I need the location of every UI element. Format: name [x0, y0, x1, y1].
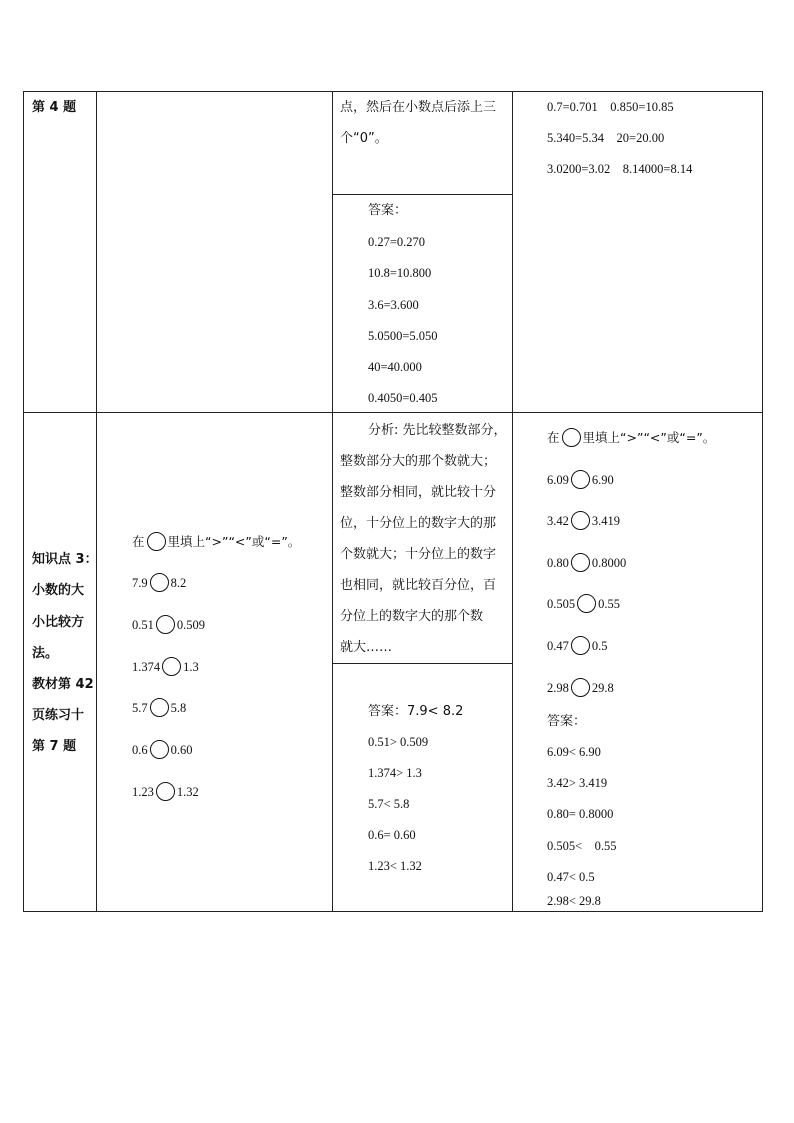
exercise-instruction: 在 里填上“>”“<”或“=”。	[132, 534, 301, 549]
row1-answer-3: 3.6=3.600	[368, 298, 419, 312]
row2-label-line-2: 小数的大	[32, 583, 85, 598]
exercise-item: 5.7 5.8	[132, 698, 186, 717]
answer-circle-icon[interactable]	[577, 594, 596, 613]
answer-circle-icon[interactable]	[150, 573, 169, 592]
table-bottom-border	[23, 911, 763, 912]
row1-answer-4: 5.0500=5.050	[368, 329, 438, 343]
practice-answer-3: 0.80= 0.8000	[547, 807, 614, 821]
row2-label-line-6: 页练习十	[32, 708, 85, 723]
cell-divider-r1	[332, 194, 512, 195]
row1-answer-5: 40=40.000	[368, 360, 422, 374]
blank-circle-icon	[562, 428, 581, 447]
row1-analysis-line-2: 个“0”。	[340, 131, 388, 146]
answer-circle-icon[interactable]	[156, 615, 175, 634]
table-top-border	[23, 91, 763, 92]
exercise-item: 1.23 1.32	[132, 782, 199, 801]
row2-analysis-line-1: 分析: 先比较整数部分，	[368, 423, 507, 438]
practice-answer-1: 6.09< 6.90	[547, 745, 601, 759]
answer-circle-icon[interactable]	[162, 657, 181, 676]
practice-answer-title: 答案：	[547, 714, 587, 729]
answer-circle-icon[interactable]	[571, 678, 590, 697]
row2-label-line-7: 第 7 题	[32, 739, 77, 754]
row2-analysis-line-7: 分位上的数字大的那个数	[340, 609, 484, 624]
row2-analysis-line-6: 也相同，就比较百分位，百	[340, 578, 497, 593]
row2-analysis-line-2: 整数部分大的那个数就大；	[340, 454, 497, 469]
row1-practice-1: 0.7=0.701 0.850=10.85	[547, 100, 674, 114]
row2-answer-3: 1.374> 1.3	[368, 766, 422, 780]
row2-analysis-line-5: 个数就大；十分位上的数字	[340, 547, 497, 562]
row-divider	[23, 412, 763, 413]
answer-circle-icon[interactable]	[150, 740, 169, 759]
practice-answer-4: 0.505< 0.55	[547, 839, 617, 853]
row2-analysis-line-3: 整数部分相同，就比较十分	[340, 485, 497, 500]
row2-answer-4: 5.7< 5.8	[368, 797, 410, 811]
cell-divider-r2	[332, 663, 512, 664]
row1-practice-2: 5.340=5.34 20=20.00	[547, 131, 665, 145]
col-divider-2	[332, 91, 333, 912]
row1-answer-2: 10.8=10.800	[368, 266, 432, 280]
row2-label-line-3: 小比较方	[32, 615, 85, 630]
practice-item: 0.80 0.8000	[547, 553, 626, 572]
exercise-item: 7.9 8.2	[132, 573, 186, 592]
answer-circle-icon[interactable]	[156, 782, 175, 801]
row1-answer-1: 0.27=0.270	[368, 235, 426, 249]
row2-answer-2: 0.51> 0.509	[368, 735, 429, 749]
practice-item: 6.09 6.90	[547, 470, 614, 489]
row1-practice-3: 3.0200=3.02 8.14000=8.14	[547, 162, 693, 176]
row2-answer-6: 1.23< 1.32	[368, 859, 422, 873]
row2-answer-5: 0.6= 0.60	[368, 828, 416, 842]
answer-circle-icon[interactable]	[571, 636, 590, 655]
practice-instruction: 在 里填上“>”“<”或“=”。	[547, 430, 716, 445]
practice-item: 0.505 0.55	[547, 594, 620, 613]
answer-circle-icon[interactable]	[150, 698, 169, 717]
col-divider-3	[512, 91, 513, 912]
answer-circle-icon[interactable]	[571, 470, 590, 489]
table-left-border	[23, 91, 24, 912]
practice-item: 0.47 0.5	[547, 636, 608, 655]
row2-label-line-1: 知识点 3：	[32, 552, 98, 567]
row1-answer-6: 0.4050=0.405	[368, 391, 438, 405]
practice-item: 3.42 3.419	[547, 511, 620, 530]
practice-answer-2: 3.42> 3.419	[547, 776, 608, 790]
exercise-item: 0.51 0.509	[132, 615, 205, 634]
row1-answer-title: 答案：	[368, 203, 408, 218]
col-divider-1	[96, 91, 97, 912]
row2-answer-first: 答案：7.9< 8.2	[368, 704, 464, 719]
row2-label-line-4: 法。	[32, 646, 59, 661]
exercise-item: 1.374 1.3	[132, 657, 199, 676]
table-right-border	[762, 91, 763, 912]
row2-label-line-5: 教材第 42	[32, 677, 94, 692]
blank-circle-icon	[147, 532, 166, 551]
exercise-item: 0.6 0.60	[132, 740, 193, 759]
practice-answer-5: 0.47< 0.5	[547, 870, 595, 884]
row1-analysis-line-1: 点，然后在小数点后添上三	[340, 100, 497, 115]
row2-analysis-line-4: 位，十分位上的数字大的那	[340, 516, 497, 531]
answer-circle-icon[interactable]	[571, 511, 590, 530]
row1-label: 第 4 题	[32, 100, 77, 115]
answer-circle-icon[interactable]	[571, 553, 590, 572]
row2-analysis-line-8: 就大……	[340, 640, 393, 655]
practice-item: 2.98 29.8	[547, 678, 614, 697]
practice-answer-6: 2.98< 29.8	[547, 894, 601, 908]
